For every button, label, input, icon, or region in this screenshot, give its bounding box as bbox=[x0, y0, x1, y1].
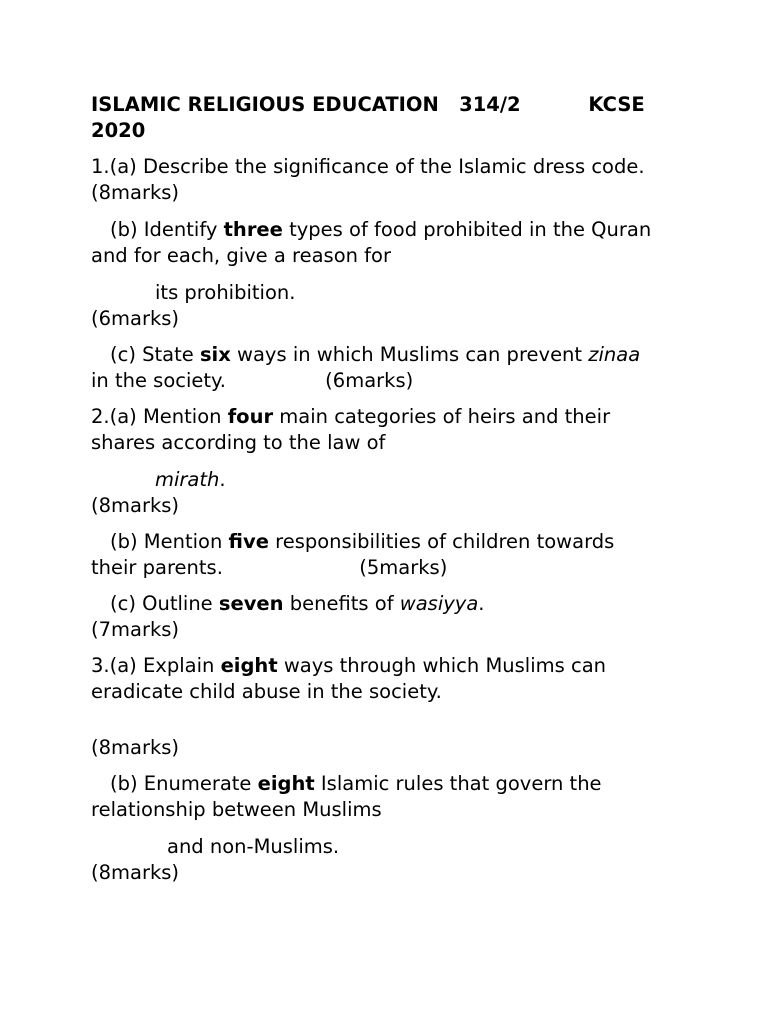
q2a-line3: mirath. bbox=[155, 468, 226, 491]
q2c-marks: (7marks) bbox=[91, 618, 180, 641]
q3b-line2: relationship between Muslims bbox=[91, 798, 382, 821]
title-line-1: ISLAMIC RELIGIOUS EDUCATION 314/2 KCSE bbox=[91, 93, 645, 116]
q1c-count: six bbox=[199, 343, 231, 366]
q2a-line1: 2.(a) Mention four main categories of heirs and their bbox=[91, 405, 611, 428]
q2b-count: five bbox=[228, 530, 269, 553]
q2c-count: seven bbox=[218, 592, 284, 615]
q2c-line1: (c) Outline seven benefits of wasiyya. bbox=[110, 592, 485, 615]
q1b-marks: (6marks) bbox=[91, 307, 180, 330]
q1b-count: three bbox=[223, 218, 283, 241]
q1b-line3: its prohibition. bbox=[155, 281, 296, 304]
q2a-marks: (8marks) bbox=[91, 494, 180, 517]
q3a-line1: 3.(a) Explain eight ways through which Muslims can bbox=[91, 654, 607, 677]
q2b-line2: their parents. (5marks) bbox=[91, 556, 448, 579]
q3a-line2: eradicate child abuse in the society. bbox=[91, 680, 442, 703]
q3b-count: eight bbox=[257, 772, 315, 795]
q2a-term: mirath bbox=[155, 468, 220, 491]
exam-title bbox=[91, 92, 691, 144]
q3b-line3: and non-Muslims. bbox=[167, 835, 340, 858]
q2a-count: four bbox=[227, 405, 274, 428]
q1c-line1: (c) State six ways in which Muslims can prevent zinaa bbox=[110, 343, 641, 366]
q2c-term: wasiyya bbox=[399, 592, 479, 615]
q2a-line2: shares according to the law of bbox=[91, 431, 386, 454]
q1c-line2: in the society. (6marks) bbox=[91, 369, 414, 392]
q1a-text: 1.(a) Describe the significance of the Islamic dress code. bbox=[91, 155, 645, 178]
q3a-count: eight bbox=[220, 654, 278, 677]
q1a-marks: (8marks) bbox=[91, 181, 180, 204]
q3b-line1: (b) Enumerate eight Islamic rules that govern the bbox=[110, 772, 602, 795]
q1b-line1: (b) Identify three types of food prohibited in the Quran bbox=[110, 218, 652, 241]
q3b-marks: (8marks) bbox=[91, 861, 180, 884]
title-line-2: 2020 bbox=[91, 119, 146, 142]
q3a-marks: (8marks) bbox=[91, 736, 180, 759]
q1c-term: zinaa bbox=[588, 343, 641, 366]
q2b-line1: (b) Mention five responsibilities of children towards bbox=[110, 530, 615, 553]
q1b-line2: and for each, give a reason for bbox=[91, 244, 391, 267]
